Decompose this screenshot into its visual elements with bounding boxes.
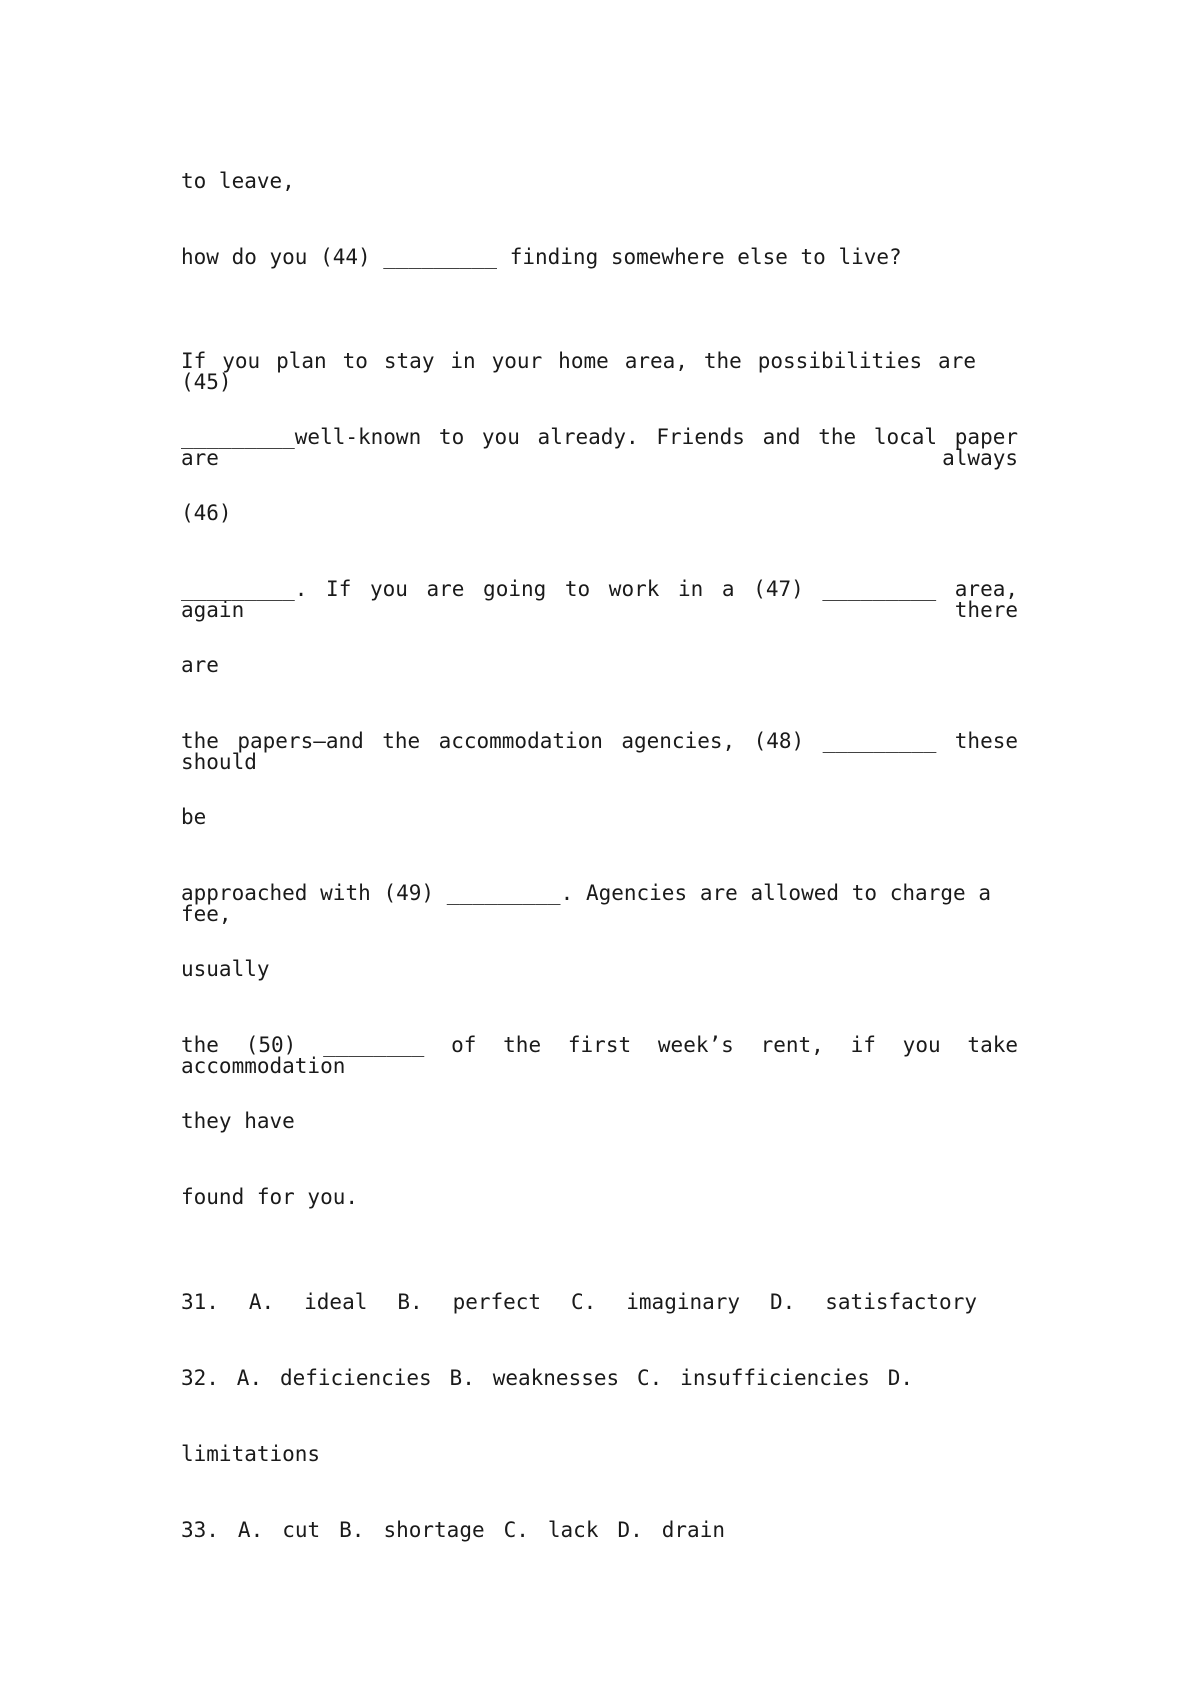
passage-line: approached with (49) _________. Agencies are allowed to charge a fee, bbox=[181, 881, 991, 926]
passage-line: to leave, bbox=[181, 169, 295, 193]
passage-line: the (50) ________ of the first week’s rent, if you take accommodation bbox=[181, 1033, 1018, 1078]
option-line-33: 33. A. cut B. shortage C. lack D. drain bbox=[181, 1518, 725, 1542]
option-line-31: 31. A. ideal B. perfect C. imaginary D. satisfactory bbox=[181, 1290, 977, 1314]
passage-line: the papers—and the accommodation agencies, (48) _________ these should bbox=[181, 729, 1018, 774]
passage-line: usually bbox=[181, 957, 270, 981]
option-line-32-continued: limitations bbox=[181, 1442, 321, 1466]
option-line-32: 32. A. deficiencies B. weaknesses C. insufficiencies D. bbox=[181, 1366, 913, 1390]
passage-line: found for you. bbox=[181, 1185, 359, 1209]
passage-line: _________well-known to you already. Friends and the local paper are always bbox=[181, 425, 1018, 470]
passage-line: (46) bbox=[181, 501, 232, 525]
passage-line: how do you (44) _________ finding somewhere else to live? bbox=[181, 245, 902, 269]
passage-line: are bbox=[181, 653, 219, 677]
passage-line: _________. If you are going to work in a (47) _________ area, again there bbox=[181, 577, 1018, 622]
passage-line: they have bbox=[181, 1109, 295, 1133]
passage-line: If you plan to stay in your home area, the possibilities are (45) bbox=[181, 349, 976, 394]
passage-line: be bbox=[181, 805, 207, 829]
